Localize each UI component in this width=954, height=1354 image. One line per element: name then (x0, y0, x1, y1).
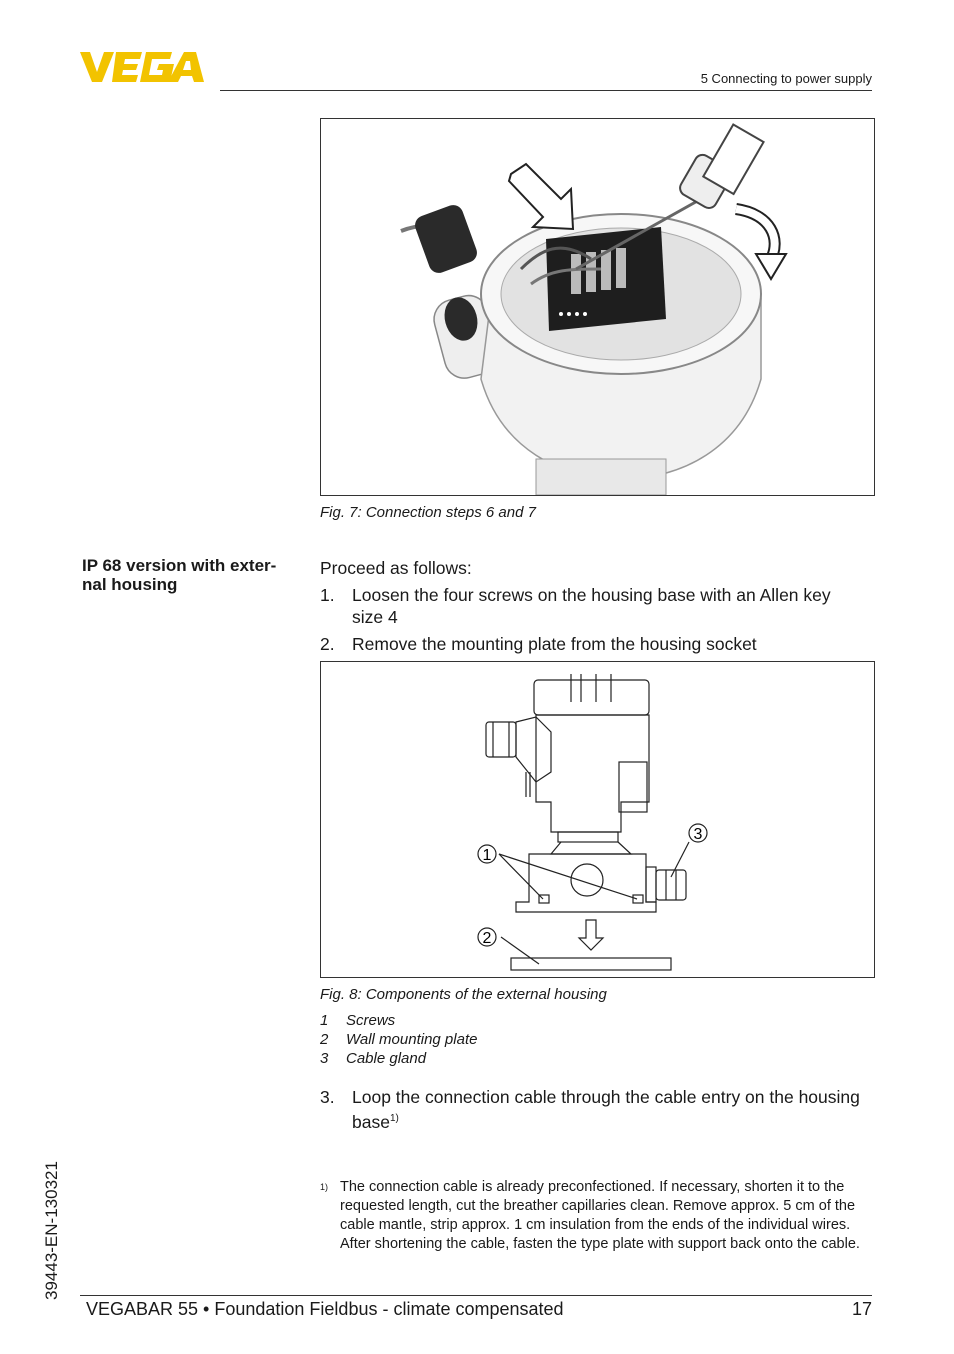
section-title: 5 Connecting to power supply (700, 71, 872, 86)
document-id: 39443-EN-130321 (42, 1161, 61, 1300)
footer-divider (80, 1295, 872, 1296)
footnote-marker: 1) (320, 1182, 329, 1192)
vega-logo (80, 50, 212, 84)
footer-title: VEGABAR 55 • Foundation Fieldbus - climate compensated (86, 1299, 564, 1319)
footnote-text: The connection cable is already preconfectioned. If necessary, shorten it to the requested length, cut the breather capillaries clean. Remove approx. 5 cm of the cable mantle, strip approx. 1 cm insulation from the ends of the individual wires. After shortening the cable, fasten the type plate with support back onto the cable. (340, 1179, 860, 1252)
step-text: Loop the connection cable through the cable entry on the housing base (352, 1087, 860, 1132)
step-number: 3. (320, 1087, 335, 1107)
side-heading: IP 68 version with exter-nal housing (82, 556, 277, 594)
connection-steps-illustration (321, 119, 874, 495)
callout-2: 2 (482, 930, 492, 947)
intro-text: Proceed as follows: (320, 558, 472, 578)
legend-item: 3 Cable gland (320, 1050, 427, 1067)
callout-1: 1 (482, 847, 492, 864)
header-divider (220, 90, 872, 91)
legend-item: 2 Wall mounting plate (320, 1031, 478, 1048)
step-number: 2. (320, 634, 335, 654)
figure-8-legend (320, 1011, 477, 1068)
callout-3: 3 (693, 826, 703, 843)
step-text: Remove the mounting plate from the housing socket (352, 634, 757, 654)
figure-8-caption: Fig. 8: Components of the external housing (320, 986, 607, 1003)
footnote-ref: 1) (389, 1113, 399, 1124)
page-number: 17 (851, 1299, 872, 1319)
step-3 (320, 1086, 875, 1133)
legend-item: 1 Screws (320, 1012, 396, 1029)
step-number: 1. (320, 585, 335, 605)
step-text: Loosen the four screws on the housing base with an Allen key size 4 (352, 585, 831, 627)
step-1 (320, 584, 865, 628)
footnote (320, 1178, 870, 1254)
figure-8-box (320, 661, 875, 978)
step-2 (320, 633, 865, 655)
external-housing-diagram (321, 662, 874, 977)
figure-7-caption: Fig. 7: Connection steps 6 and 7 (320, 504, 536, 521)
figure-7-box (320, 118, 875, 496)
